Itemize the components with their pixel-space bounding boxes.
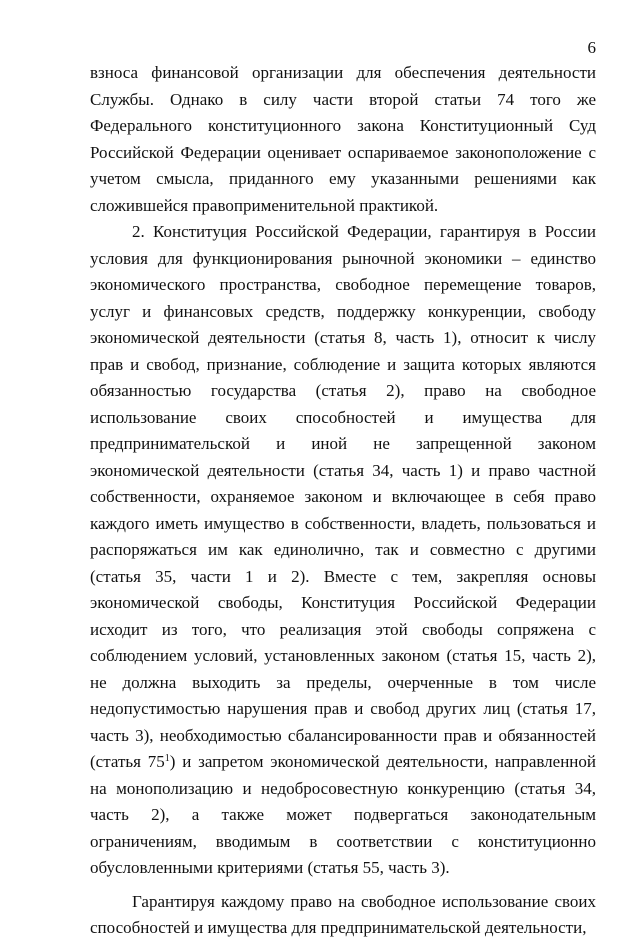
paragraph-text-part2: ) и запретом экономической деятельности, направленной на монополизацию и недобросовестную конкуренцию (статья 34, часть 2), а также может подвергаться законодательным ограничениям, вводимым в соответствии с конституционно обусловленными критериями (статья 55, часть 3). bbox=[90, 752, 597, 877]
paragraph-guarantee: Гарантируя каждому право на свободное использование своих способностей и имущества для предпринимательской деятельности, bbox=[90, 891, 596, 937]
page-number: 6 bbox=[587, 38, 596, 57]
paragraph-continuation: взноса финансовой организации для обеспечения деятельности Службы. Однако в силу части второй статьи 74 того же Федерального конституционного закона Конституционный Суд Российской Федерации оценивает оспариваемое законоположение с учетом смысла, приданного ему указанными решениями как сложившейся правоприменительной практикой. bbox=[90, 63, 596, 215]
document-body bbox=[90, 60, 596, 942]
paragraph-2-constitution bbox=[90, 219, 596, 882]
paragraph-text-part1: 2. Конституция Российской Федерации, гарантируя в России условия для функционирования рыночной экономики – единство экономического пространства, свободное перемещение товаров, услуг и финансовых средств, поддержку конкуренции, свободу экономической деятельности (статья 8, часть 1), относит к числу прав и свобод, признание, соблюдение и защита которых являются обязанностью государства (статья 2), право на свободное использование своих способностей и имущества для предпринимательской и иной не запрещенной законом экономической деятельности (статья 34, часть 1) и право частной собственности, охраняемое законом и включающее в себя право каждого иметь имущество в собственности, владеть, пользоваться и распоряжаться им как единолично, так и совместно с другими (статья 35, части 1 и 2). Вместе с тем, закрепляя основы экономической свободы, Конституция Российской Федерации исходит из того, что реализация этой свободы сопряжена с соблюдением условий, установленных законом (статья 15, часть 2), не должна выходить за пределы, очерченные в том числе недопустимостью нарушения прав и свобод других лиц (статья 17, часть 3), необходимостью сбалансированности прав и обязанностей (статья 75 bbox=[90, 222, 596, 771]
article-superscript: 1 bbox=[164, 753, 170, 764]
